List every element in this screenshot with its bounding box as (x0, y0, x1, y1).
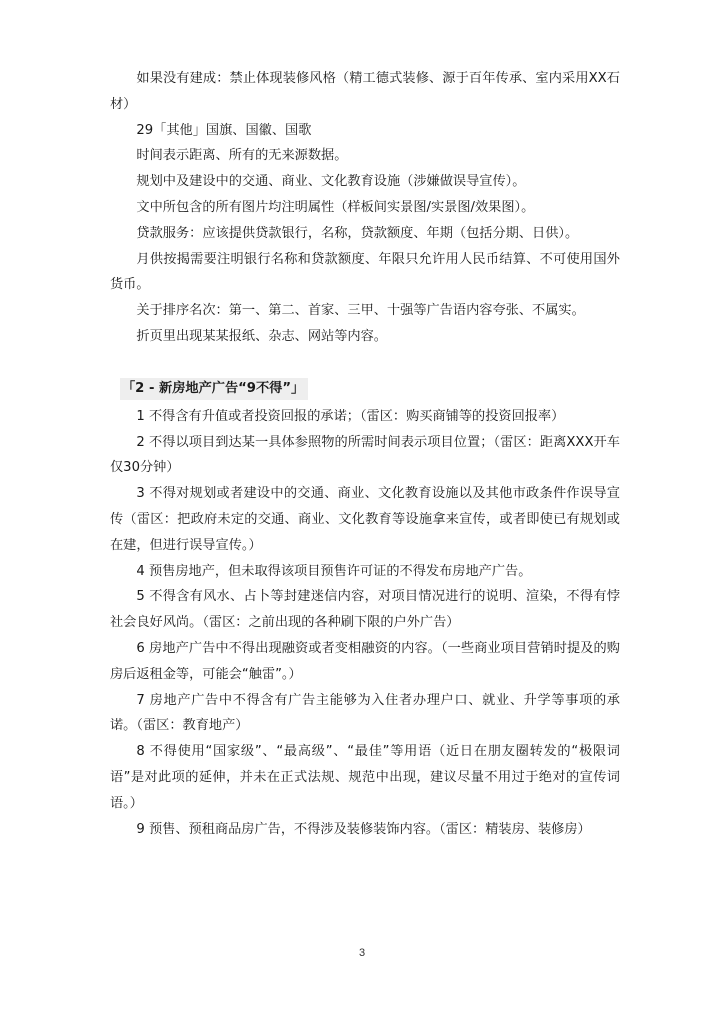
rule-1-investment-return: 1 不得含有升值或者投资回报的承诺；（雷区：购买商铺等的投资回报率） (136, 408, 565, 424)
paragraph-ranking-claims: 关于排序名次：第一、第二、首家、三甲、十强等广告语内容夸张、不属实。 (136, 303, 585, 319)
rule-9-decoration: 9 预售、预租商品房广告，不得涉及装修装饰内容。（雷区：精装房、装修房） (136, 821, 591, 837)
section-gap (110, 350, 620, 375)
page-number: 3 (358, 947, 366, 959)
paragraph-mortgage-currency: 月供按揭需要注明银行名称和贷款额度、年限只允许用人民币结算、不可使用国外货币。 (110, 251, 620, 293)
rule-7-hukou-promise: 7 房地产广告中不得含有广告主能够为入住者办理户口、就业、升学等事项的承诺。（雷区：教育地产） (110, 692, 620, 734)
paragraph-image-attributes: 文中所包含的所有图片均注明属性（样板间实景图/实景图/效果图）。 (136, 199, 535, 215)
rule-5-superstition: 5 不得含有风水、占卜等封建迷信内容，对项目情况进行的说明、渲染，不得有悖社会良好风尚。（雷区：之前出现的各种刷下限的户外广告） (110, 589, 620, 631)
rule-8-superlatives: 8 不得使用“国家级”、“最高级”、“最佳”等用语（近日在朋友圈转发的“极限词语”是对此项的延伸，并未在正式法规、规范中出现，建议尽量不用过于绝对的宣传词语。） (110, 744, 620, 811)
rule-4-presale-permit: 4 预售房地产，但未取得该项目预售许可证的不得发布房地产广告。 (136, 563, 532, 579)
paragraph-loan-service: 贷款服务：应该提供贷款银行，名称，贷款额度、年期（包括分期、日供）。 (136, 225, 579, 241)
paragraph-other-flags: 29「其他」国旗、国徽、国歌 (136, 122, 312, 138)
section-heading (110, 375, 620, 400)
document-body (110, 66, 620, 842)
section-heading-text: 「2 - 新房地产广告“9不得”」 (120, 378, 308, 400)
paragraph-time-distance: 时间表示距离、所有的无来源数据。 (136, 148, 348, 164)
paragraph-media-mentions: 折页里出现某某报纸、杂志、网站等内容。 (136, 328, 387, 344)
rule-6-financing: 6 房地产广告中不得出现融资或者变相融资的内容。（一些商业项目营销时提及的购房后返租金等，可能会“触雷”。） (110, 640, 620, 682)
rule-3-misleading-facilities: 3 不得对规划或者建设中的交通、商业、文化教育设施以及其他市政条件作误导宣传（雷区：把政府未定的交通、商业、文化教育等设施拿来宣传，或者即使已有规划或在建，但进行误导宣传。） (110, 486, 620, 553)
rule-2-travel-time: 2 不得以项目到达某一具体参照物的所需时间表示项目位置；（雷区：距离XXX开车仅30分钟） (110, 434, 620, 476)
paragraph-planned-facilities: 规划中及建设中的交通、商业、文化教育设施（涉嫌做误导宣传）。 (136, 174, 526, 190)
paragraph-decoration-style: 如果没有建成：禁止体现装修风格（精工德式装修、源于百年传承、室内采用XX石材） (110, 71, 620, 112)
